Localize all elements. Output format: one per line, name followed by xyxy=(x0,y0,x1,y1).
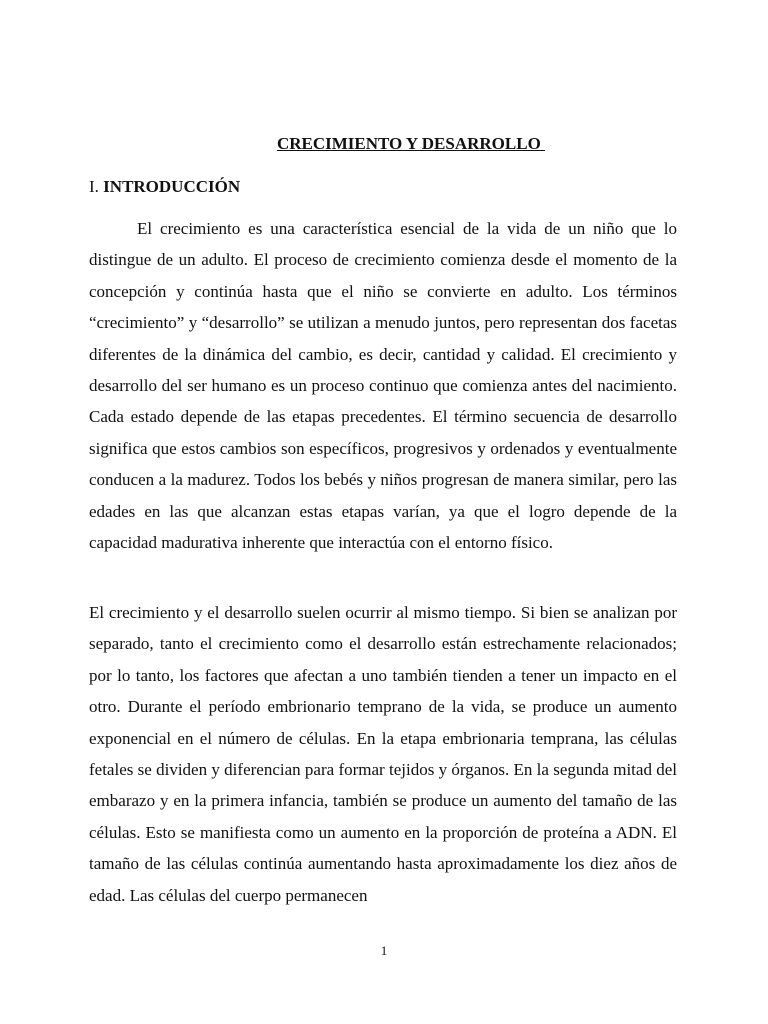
paragraph-1: El crecimiento es una característica esencial de la vida de un niño que lo distingue de un adulto. El proceso de crecimiento comienza desde el momento de la concepción y continúa hasta que el niño se convierte en adulto. Los términos “crecimiento” y “desarrollo” se utilizan a menudo juntos, pero representan dos facetas diferentes de la dinámica del cambio, es decir, cantidad y calidad. El crecimiento y desarrollo del ser humano es un proceso continuo que comienza antes del nacimiento. Cada estado depende de las etapas precedentes. El término secuencia de desarrollo significa que estos cambios son específicos, progresivos y ordenados y eventualmente conducen a la madurez. Todos los bebés y niños progresan de manera similar, pero las edades en las que alcanzan estas etapas varían, ya que el logro depende de la capacidad madurativa inherente que interactúa con el entorno físico. xyxy=(89,219,677,553)
paragraph-2: El crecimiento y el desarrollo suelen ocurrir al mismo tiempo. Si bien se analizan por separado, tanto el crecimiento como el desarrollo están estrechamente relacionados; por lo tanto, los factores que afectan a uno también tienden a tener un impacto en el otro. Durante el período embrionario temprano de la vida, se produce un aumento exponencial en el número de células. En la etapa embrionaria temprana, las células fetales se dividen y diferencian para formar tejidos y órganos. En la segunda mitad del embarazo y en la primera infancia, también se produce un aumento del tamaño de las células. Esto se manifiesta como un aumento en la proporción de proteína a ADN. El tamaño de las células continúa aumentando hasta aproximadamente los diez años de edad. Las células del cuerpo permanecen xyxy=(89,603,677,905)
section-heading-text: INTRODUCCIÓN xyxy=(103,177,241,196)
section-number: I. xyxy=(89,177,99,196)
page-number: 1 xyxy=(380,943,388,958)
document-title: CRECIMIENTO Y DESARROLLO xyxy=(276,134,546,153)
section-heading xyxy=(89,177,240,197)
